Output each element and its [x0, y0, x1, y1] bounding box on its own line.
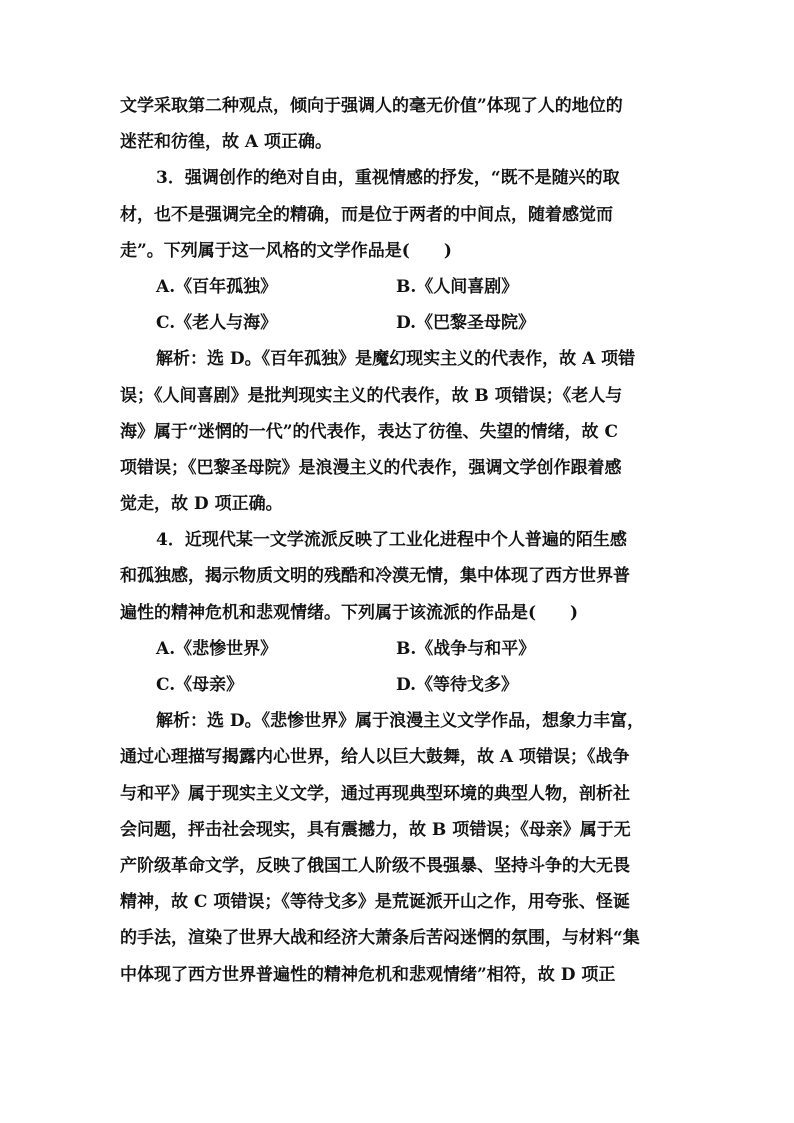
question4-analysis-line-7: 的手法，渲染了世界大战和经济大萧条后苦闷迷惘的氛围，与材料“集 — [120, 928, 640, 949]
question4-stem-line-1: 4．近现代某一文学流派反映了工业化进程中个人普遍的陌生感 — [156, 530, 627, 551]
question4-option-a: A.《悲惨世界》 — [156, 638, 278, 659]
question3-analysis-text-1: ：选 D。《百年孤独》是魔幻现实主义的代表作，故 A 项错 — [190, 349, 636, 370]
question4-analysis-line-8: 中体现了西方世界普遍性的精神危机和悲观情绪”相符，故 D 项正 — [120, 964, 616, 985]
document-page — [120, 88, 680, 993]
question4-option-b: B.《战争与和平》 — [396, 638, 536, 659]
prev-explanation-line-1: 文学采取第二种观点，倾向于强调人的毫无价值”体现了人的地位的 — [120, 96, 623, 116]
prev-explanation-line-2: 迷茫和彷徨，故 A 项正确。 — [120, 132, 333, 153]
question4-analysis-line-2: 通过心理描写揭露内心世界，给人以巨大鼓舞，故 A 项错误；《战争 — [120, 747, 630, 768]
question3-option-a: A.《百年孤独》 — [156, 276, 278, 297]
question4-stem-line-3: 遍性的精神危机和悲观情绪。下列属于该流派的作品是( ) — [120, 602, 579, 623]
question3-option-c: C.《老人与海》 — [156, 313, 278, 334]
question4-stem-line-2: 和孤独感，揭示物质文明的残酷和冷漠无情，集中体现了西方世界普 — [120, 566, 630, 587]
question3-analysis-line-4: 项错误；《巴黎圣母院》是浪漫主义的代表作，强调文学创作跟着感 — [120, 457, 622, 478]
question3-option-b: B.《人间喜剧》 — [396, 276, 519, 297]
question4-option-c: C.《母亲》 — [156, 675, 244, 695]
question4-analysis-line-5: 产阶级革命文学，反映了俄国工人阶级不畏强暴、坚持斗争的大无畏 — [120, 855, 630, 876]
question3-options-row-1 — [120, 269, 680, 305]
question4-analysis-line-1 — [120, 703, 680, 739]
question3-stem-line-1: 3．强调创作的绝对自由，重视情感的抒发，“既不是随兴的取 — [156, 168, 620, 189]
question4-analysis-line-3: 与和平》属于现实主义文学，通过再现典型环境的典型人物，剖析社 — [120, 783, 630, 804]
question4-options-row-1 — [120, 631, 680, 667]
question4-options-row-2 — [120, 667, 680, 703]
question3-analysis-line-2: 误；《人间喜剧》是批判现实主义的代表作，故 B 项错误；《老人与 — [120, 385, 623, 406]
question4-analysis-line-6: 精神，故 C 项错误；《等待戈多》是荒诞派开山之作，用夸张、怪诞 — [120, 892, 630, 913]
question4-analysis-text-1: ：选 D。《悲惨世界》属于浪漫主义文学作品，想象力丰富， — [190, 711, 645, 732]
question3-option-d: D.《巴黎圣母院》 — [396, 313, 536, 334]
question3-stem-line-3: 走”。下列属于这一风格的文学作品是( ) — [120, 240, 452, 261]
question3-analysis-line-3: 海》属于“迷惘的一代”的代表作，表达了彷徨、失望的情绪，故 C — [120, 421, 619, 442]
question3-analysis-label: 解析 — [156, 349, 190, 370]
question4-analysis-line-4: 会问题，抨击社会现实，具有震撼力，故 B 项错误；《母亲》属于无 — [120, 819, 631, 840]
question3-options-row-2 — [120, 305, 680, 341]
question4-option-d: D.《等待戈多》 — [396, 675, 519, 695]
question3-stem-line-2: 材，也不是强调完全的精确，而是位于两者的中间点，随着感觉而 — [120, 204, 613, 225]
question4-analysis-label: 解析 — [156, 711, 190, 732]
question3-analysis-line-1 — [120, 341, 680, 377]
question3-analysis-line-5: 觉走，故 D 项正确。 — [120, 494, 283, 515]
